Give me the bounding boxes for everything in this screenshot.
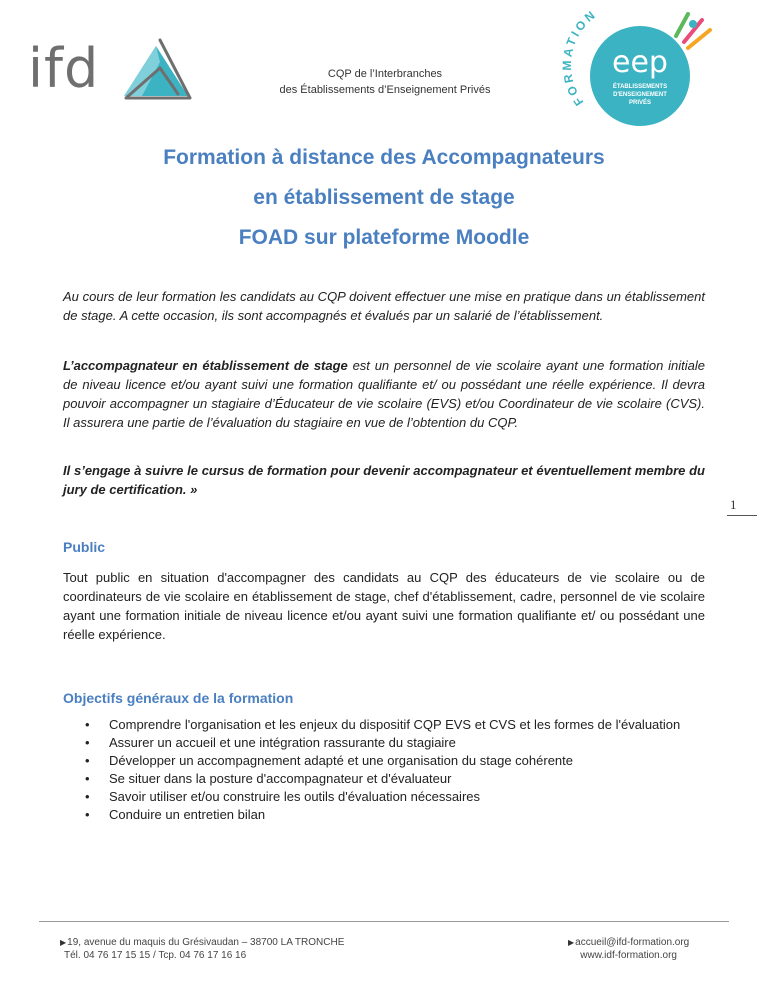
bullet-icon: • [85, 807, 90, 822]
page-number-rule [727, 515, 757, 516]
list-item-text: Savoir utiliser et/ou construire les outils d'évaluation nécessaires [109, 789, 481, 804]
list-item-text: Assurer un accueil et une intégration rassurante du stagiaire [109, 735, 456, 750]
eep-sub-3: PRIVÉS [628, 100, 652, 106]
objectives-list [85, 716, 705, 824]
bullet-icon: • [85, 771, 90, 786]
eep-logo [556, 6, 716, 130]
bullet-icon: • [85, 735, 90, 750]
eep-arc-text: FORMATION [559, 6, 600, 109]
eep-sub-1: ÉTABLISSEMENTS [612, 84, 668, 90]
footer-divider [39, 921, 729, 922]
eep-main-text: eep [612, 45, 668, 80]
intro-paragraph-2-rest: est un personnel de vie scolaire ayant une formation initiale de niveau licence et/ou ayant suivi une formation qualifiante et/ ou possédant une réelle expérience. Il devra pouvoir accompagner un stagiaire d’Éducateur de vie scolaire (EVS) et/ou Coordinateur de vie scolaire (CVS). Il assurera une partie de l’évaluation du stagiaire en vue de l’obtention du CQP. [63, 358, 705, 430]
bullet-icon: • [85, 717, 90, 732]
ifd-logo-text: ifd [28, 37, 100, 100]
objectives-heading: Objectifs généraux de la formation [63, 690, 294, 706]
footer-address: 19, avenue du maquis du Grésivaudan – 38700 LA TRONCHE [67, 937, 345, 948]
title-line-3: FOAD sur plateforme Moodle [238, 226, 530, 249]
eep-sub-2: D'ENSEIGNEMENT [613, 92, 667, 98]
list-item [85, 752, 705, 770]
title-line-1: Formation à distance des Accompagnateurs [163, 146, 605, 169]
list-item-text: Conduire un entretien bilan [109, 807, 266, 822]
list-item [85, 770, 705, 788]
list-item [85, 806, 705, 824]
list-item-text: Comprendre l'organisation et les enjeux du dispositif CQP EVS et CVS et les formes de l'évaluation [109, 717, 681, 732]
public-heading: Public [63, 539, 106, 555]
footer-website[interactable]: www.idf-formation.org [580, 950, 677, 961]
header-line-2: des Établissements d’Enseignement Privés [279, 84, 491, 96]
list-item [85, 788, 705, 806]
bullet-icon: • [85, 789, 90, 804]
ifd-logo [28, 38, 188, 104]
footer-address-block [60, 936, 344, 962]
list-item [85, 716, 705, 734]
intro-paragraph-1: Au cours de leur formation les candidats au CQP doivent effectuer une mise en pratique dans un établissement de stage. A cette occasion, ils sont accompagnés et évalués par un salarié de l’établissement. [63, 289, 705, 323]
header-caption [230, 66, 540, 98]
pencils-icon [676, 14, 710, 48]
footer-contact-block [568, 936, 689, 962]
intro-paragraph-2 [63, 356, 705, 432]
title-line-2: en établissement de stage [253, 186, 515, 209]
footer-phone: Tél. 04 76 17 15 15 / Tcp. 04 76 17 16 16 [64, 950, 247, 961]
footer-email[interactable]: accueil@ifd-formation.org [575, 937, 690, 948]
intro-paragraph-2-bold: L’accompagnateur en établissement de stage [63, 358, 348, 373]
list-item-text: Développer un accompagnement adapté et une organisation du stage cohérente [109, 753, 573, 768]
public-text: Tout public en situation d'accompagner des candidats au CQP des éducateurs de vie scolaire ou de coordinateurs de vie scolaire en établissement de stage, chef d'établissement, cadre, personnel de vie scolaire ayant une formation initiale de niveau licence et/ou ayant suivi une formation qualifiante et/ ou possédant une réelle expérience. [63, 570, 705, 642]
arrow-right-icon: ▶ [568, 938, 575, 947]
intro-paragraph-3: Il s’engage à suivre le cursus de formation pour devenir accompagnateur et éventuellement membre du jury de certification. » [63, 463, 705, 497]
ifd-triangle-icon [120, 38, 194, 104]
list-item [85, 734, 705, 752]
header-line-1: CQP de l’Interbranches [327, 68, 443, 80]
arrow-right-icon: ▶ [60, 938, 67, 947]
list-item-text: Se situer dans la posture d'accompagnateur et d'évaluateur [109, 771, 452, 786]
bullet-icon: • [85, 753, 90, 768]
page-number: 1 [730, 497, 737, 512]
